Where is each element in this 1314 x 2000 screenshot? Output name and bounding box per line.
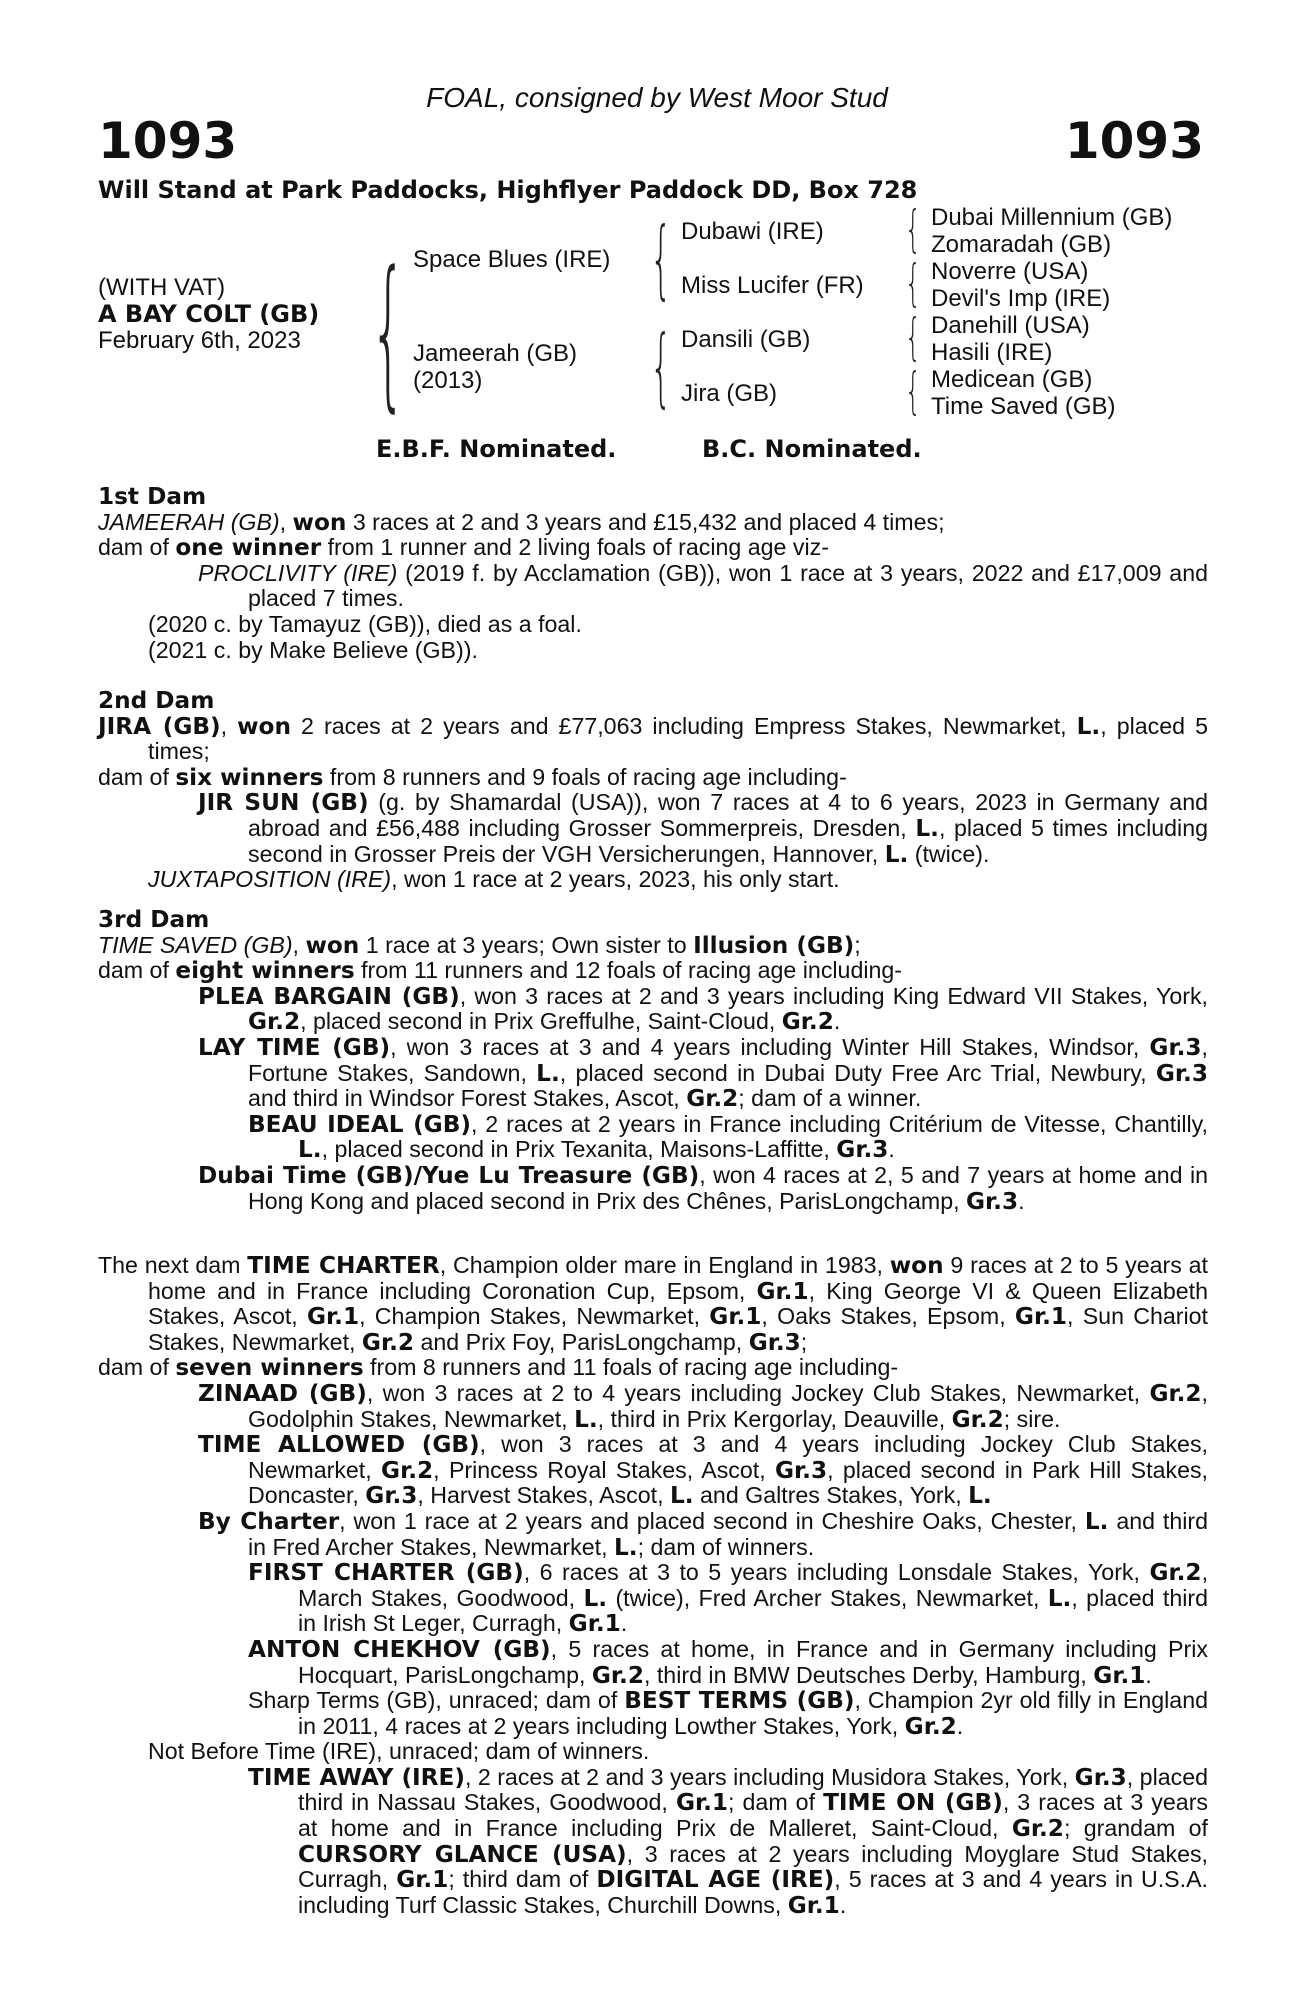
bc-nomination: B.C. Nominated. (702, 435, 922, 463)
sire: Space Blues (IRE) (413, 246, 611, 273)
next-dam-section: The next dam TIME CHARTER, Champion older mare in England in 1983, won 9 races at 2 to 5 years at home and in France including Coronation Cup, Epsom, Gr.1, King George VI & Queen Elizabeth Stakes, Ascot, Gr.1, Champion Stakes, Newmarket, Gr.1, Oaks Stakes, Epsom, Gr.1, Sun Chariot Stakes, Newmarket, Gr.2 and Prix Foy, ParisLongchamp, Gr.3; dam of seven winners from 8 runners and 11 foals of racing age including- ZINAAD (GB), won 3 races at 2 to 4 years including Jockey Club Stakes, Newmarket, Gr.2, Godolphin Stakes, Newmarket, L., third in Prix Kergorlay, Deauville, Gr.2; sire. TIME ALLOWED (GB), won 3 races at 3 and 4 years including Jockey Club Stakes, Newmarket, Gr.2, Princess Royal Stakes, Ascot, Gr.3, placed second in Park Hill Stakes, Doncaster, Gr.3, Harvest Stakes, Ascot, L. and Galtres Stakes, York, L. By Charter, won 1 race at 2 years and placed second in Cheshire Oaks, Chester, L. and third in Fred Archer Stakes, Newmarket, L.; dam of winners. FIRST CHARTER (GB), 6 races at 3 to 5 years including Lonsdale Stakes, York, Gr.2, March Stakes, Goodwood, L. (twice), Fred Archer Stakes, Newmarket, L., placed third in Irish St Leger, Curragh, Gr.1. ANTON CHEKHOV (GB), 5 races at home, in France and in Germany including Prix Hocquart, ParisLongchamp, Gr.2, third in BMW Deutsches Derby, Hamburg, Gr.1. Sharp Terms (GB), unraced; dam of BEST TERMS (GB), Champion 2yr old filly in England in 2011, 4 races at 2 years including Lowther Stakes, York, Gr.2. Not Before Time (IRE), unraced; dam of winners. TIME AWAY (IRE), 2 races at 2 and 3 years including Musidora Stakes, York, Gr.3, placed third in Nassau Stakes, Goodwood, Gr.1; dam of TIME ON (GB), 3 races at 3 years at home and in France including Prix de Malleret, Saint-Cloud, Gr.2; grandam of CURSORY GLANCE (USA), 3 races at 2 years including Moyglare Stud Stakes, Curragh, Gr.1; third dam of DIGITAL AGE (IRE), 5 races at 3 and 4 years in U.S.A. including Turf Classic Stakes, Churchill Downs, Gr.1. (98, 1252, 1209, 1919)
subject-name: A BAY COLT (GB) (98, 300, 320, 328)
dam-dam: Jira (GB) (681, 380, 777, 407)
brace-g1: { (905, 200, 921, 258)
dam-sire: Dansili (GB) (681, 326, 811, 353)
dam-year: (2013) (413, 367, 483, 394)
sire-sire: Dubawi (IRE) (681, 218, 824, 245)
dam: Jameerah (GB) (413, 340, 578, 367)
next-dam-intro: The next dam TIME CHARTER, Champion older mare in England in 1983, won 9 races at 2 to 5 years at home and in France including Coronation Cup, Epsom, Gr.1, King George VI & Queen Elizabeth Stakes, Ascot, Gr.1, Champion Stakes, Newmarket, Gr.1, Oaks Stakes, Epsom, Gr.1, Sun Chariot Stakes, Newmarket, Gr.2 and Prix Foy, ParisLongchamp, Gr.3; (98, 1252, 1208, 1356)
grandproduce-sharp-terms: Sharp Terms (GB), unraced; dam of BEST TERMS (GB), Champion 2yr old filly in England in 2011, 4 races at 2 years including Lowther Stakes, York, Gr.2. (248, 1687, 1208, 1740)
brace-g2: { (905, 254, 921, 312)
third-dam-heading: 3rd Dam (98, 906, 210, 933)
brace-g4: { (905, 362, 921, 420)
stand-location: Will Stand at Park Paddocks, Highflyer Paddock DD, Box 728 (98, 176, 918, 204)
brace-gen1: { (370, 236, 407, 427)
ancestor-6: Hasili (IRE) (931, 339, 1053, 366)
grandproduce-first-charter: FIRST CHARTER (GB), 6 races at 3 to 5 years including Lonsdale Stakes, York, Gr.2, March Stakes, Goodwood, L. (twice), Fred Archer Stakes, Newmarket, L., placed third in Irish St Leger, Curragh, Gr.1. (248, 1559, 1209, 1638)
next-dam-produce-zinaad: ZINAAD (GB), won 3 races at 2 to 4 years including Jockey Club Stakes, Newmarket, Gr.2, Godolphin Stakes, Newmarket, L., third in Prix Kergorlay, Deauville, Gr.2; sire. (198, 1379, 1208, 1433)
ancestor-2: Zomaradah (GB) (931, 231, 1112, 258)
grandproduce-time-away: TIME AWAY (IRE), 2 races at 2 and 3 years including Musidora Stakes, York, Gr.3, placed third in Nassau Stakes, Goodwood, Gr.1; dam of TIME ON (GB), 3 races at 3 years at home and in France including Prix de Malleret, Saint-Cloud, Gr.2; grandam of CURSORY GLANCE (USA), 3 races at 2 years including Moyglare Stud Stakes, Curragh, Gr.1; third dam of DIGITAL AGE (IRE), 5 races at 3 and 4 years in U.S.A. including Turf Classic Stakes, Churchill Downs, Gr.1. (248, 1763, 1209, 1919)
vat-note: (WITH VAT) (98, 274, 226, 301)
third-dam-produce-2: LAY TIME (GB), won 3 races at 3 and 4 years including Winter Hill Stakes, Windsor, Gr.3, Fortune Stakes, Sandown, L., placed second in Dubai Duty Free Arc Trial, Newbury, Gr.3 and third in Windsor Forest Stakes, Ascot, Gr.2; dam of a winner. (198, 1033, 1208, 1113)
produce-1: PROCLIVITY (IRE) (2019 f. by Acclamation (GB)), won 1 race at 3 years, 2022 and £17,009 and placed 7 times. (198, 559, 1208, 612)
foaling-date: February 6th, 2023 (98, 327, 301, 354)
first-dam-heading: 1st Dam (98, 483, 207, 510)
second-dam-produce-1: JIR SUN (GB) (g. by Shamardal (USA)), won 7 races at 4 to 6 years, 2023 in Germany and abroad and £56,488 including Grosser Sommerpreis, Dresden, L., placed 5 times including second in Grosser Preis der VGH Versicherungen, Hannover, L. (twice). (198, 789, 1208, 868)
produce-2: (2020 c. by Tamayuz (GB)), died as a foal. (148, 610, 582, 637)
first-dam-section: 1st Dam JAMEERAH (GB), won 3 races at 2 and 3 years and £15,432 and placed 4 times; dam of one winner from 1 runner and 2 living foals of racing age viz- PROCLIVITY (IRE) (2019 f. by Acclamation (GB)), won 1 race at 3 years, 2022 and £17,009 and placed 7 times. (2020 c. by Tamayuz (GB)), died as a foal. (2021 c. by Make Believe (GB)). (98, 483, 1208, 663)
grandproduce-anton-chekhov: ANTON CHEKHOV (GB), 5 races at home, in France and in Germany including Prix Hocquart, ParisLongchamp, Gr.2, third in BMW Deutsches Derby, Hamburg, Gr.1. (248, 1635, 1208, 1689)
produce-3: (2021 c. by Make Believe (GB)). (148, 636, 478, 663)
ancestor-7: Medicean (GB) (931, 366, 1093, 393)
next-dam-produce-not-before-time: Not Before Time (IRE), unraced; dam of winners. (148, 1738, 650, 1765)
brace-dam: { (650, 317, 672, 417)
ancestor-4: Devil's Imp (IRE) (931, 285, 1111, 312)
ancestor-1: Dubai Millennium (GB) (931, 204, 1173, 231)
ancestor-5: Danehill (USA) (931, 312, 1090, 339)
third-dam-grandproduce-1: BEAU IDEAL (GB), 2 races at 2 years in France including Critérium de Vitesse, Chantilly, L., placed second in Prix Texanita, Maisons-Laffitte, Gr.3. (248, 1110, 1208, 1164)
next-dam-produce-time-allowed: TIME ALLOWED (GB), won 3 races at 3 and 4 years including Jockey Club Stakes, Newmarket, Gr.2, Princess Royal Stakes, Ascot, Gr.3, placed second in Park Hill Stakes, Doncaster, Gr.3, Harvest Stakes, Ascot, L. and Galtres Stakes, York, L. (198, 1431, 1208, 1510)
second-dam-section: 2nd Dam JIRA (GB), won 2 races at 2 years and £77,063 including Empress Stakes, Newmarket, L., placed 5 times; dam of six winners from 8 runners and 9 foals of racing age including- JIR SUN (GB) (g. by Shamardal (USA)), won 7 races at 4 to 6 years, 2023 in Germany and abroad and £56,488 including Grosser Sommerpreis, Dresden, L., placed 5 times including second in Grosser Preis der VGH Versicherungen, Hannover, L. (twice). JUXTAPOSITION (IRE), won 1 race at 2 years, 2023, his only start. (98, 687, 1208, 893)
second-dam-produce-2: JUXTAPOSITION (IRE), won 1 race at 2 years, 2023, his only start. (148, 866, 840, 893)
next-dam-produce-by-charter: By Charter, won 1 race at 2 years and placed second in Cheshire Oaks, Chester, L. and third in Fred Archer Stakes, Newmarket, L.; dam of winners. (198, 1507, 1208, 1561)
third-dam-produce-3: Dubai Time (GB)/Yue Lu Treasure (GB), won 4 races at 2, 5 and 7 years at home and in Hong Kong and placed second in Prix des Chênes, ParisLongchamp, Gr.3. (198, 1161, 1208, 1215)
consignment-line: FOAL, consigned by West Moor Stud (426, 82, 888, 113)
lot-number-right: 1093 (1064, 112, 1204, 170)
ancestor-3: Noverre (USA) (931, 258, 1089, 285)
ancestor-8: Time Saved (GB) (931, 393, 1116, 420)
third-dam-name: TIME SAVED (GB) (98, 931, 293, 958)
third-dam-produce-1: PLEA BARGAIN (GB), won 3 races at 2 and 3 years including King Edward VII Stakes, York, Gr.2, placed second in Prix Greffulhe, Saint-Cloud, Gr.2. (198, 982, 1208, 1036)
second-dam-heading: 2nd Dam (98, 687, 215, 714)
ebf-nomination: E.B.F. Nominated. (376, 435, 617, 463)
brace-g3: { (905, 308, 921, 366)
brace-sire: { (650, 209, 672, 309)
first-dam-name: JAMEERAH (GB) (98, 508, 280, 535)
sire-dam: Miss Lucifer (FR) (681, 272, 864, 299)
third-dam-section: 3rd Dam TIME SAVED (GB), won 1 race at 3 years; Own sister to Illusion (GB); dam of eight winners from 11 runners and 12 foals of racing age including- PLEA BARGAIN (GB), won 3 races at 2 and 3 years including King Edward VII Stakes, York, Gr.2, placed second in Prix Greffulhe, Saint-Cloud, Gr.2. LAY TIME (GB), won 3 races at 3 and 4 years including Winter Hill Stakes, Windsor, Gr.3, Fortune Stakes, Sandown, L., placed second in Dubai Duty Free Arc Trial, Newbury, Gr.3 and third in Windsor Forest Stakes, Ascot, Gr.2; dam of a winner. BEAU IDEAL (GB), 2 races at 2 years in France including Critérium de Vitesse, Chantilly, L., placed second in Prix Texanita, Maisons-Laffitte, Gr.3. Dubai Time (GB)/Yue Lu Treasure (GB), won 4 races at 2, 5 and 7 years at home and in Hong Kong and placed second in Prix des Chênes, ParisLongchamp, Gr.3. (98, 906, 1208, 1215)
lot-number-left: 1093 (98, 112, 238, 170)
second-dam-name: JIRA (GB) (98, 712, 221, 740)
